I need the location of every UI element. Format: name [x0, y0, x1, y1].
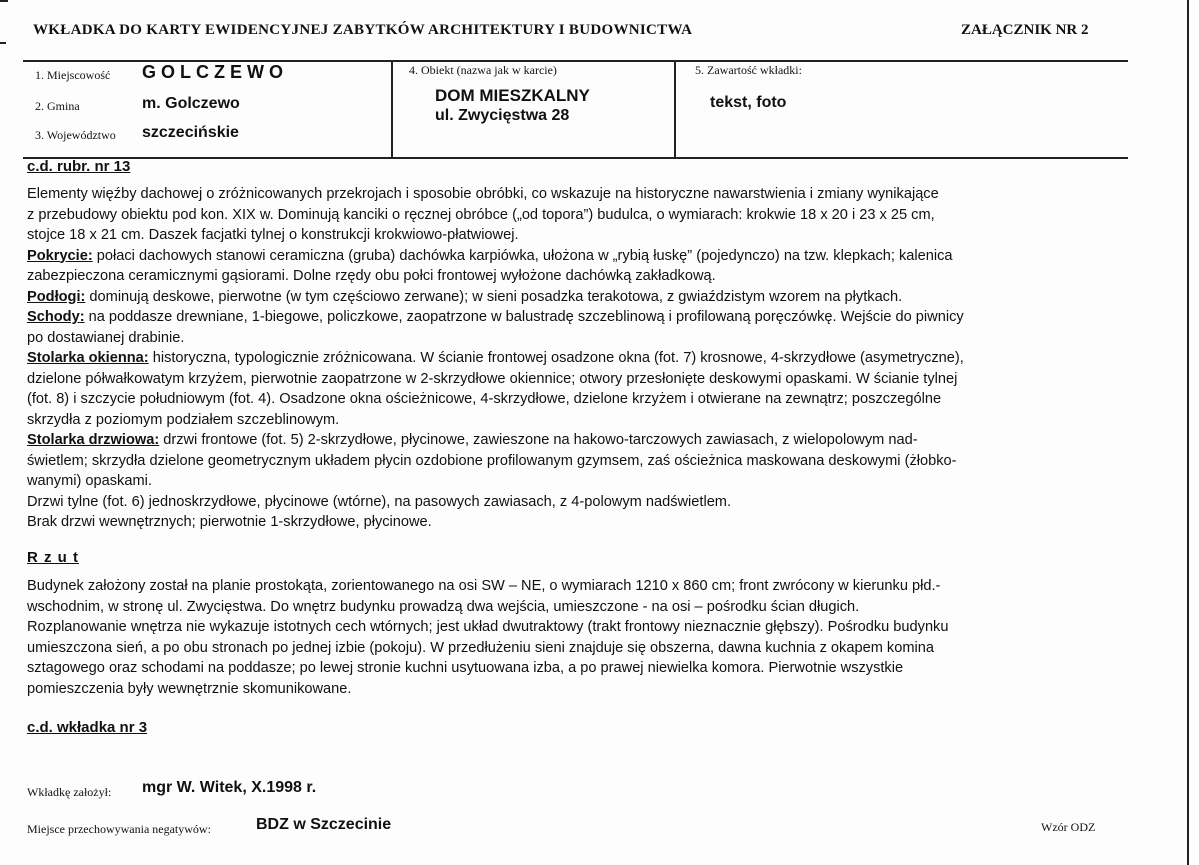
form-title: WKŁADKA DO KARTY EWIDENCYJNEJ ZABYTKÓW ARCHITEKTURY I BUDOWNICTWA — [33, 22, 693, 38]
next-insert-reference: c.d. wkładka nr 3 — [27, 719, 148, 736]
text-line: Budynek założony został na planie prostokąta, zorientowanego na osi SW – NE, o wymiarach 1210 x 860 cm; front zwrócony w kierunku płd.- — [27, 578, 941, 594]
text-line: po dostawianej drabinie. — [27, 329, 185, 346]
text-line: połaci dachowych stanowi ceramiczna (gruba) dachówka karpiówka, ułożona w „rybią łuskę” (pojedynczo) na tzw. klepkach; kalenica — [92, 247, 953, 264]
text-line: stojce 18 x 21 cm. Daszek facjatki tylnej o konstrukcji krokwiowo-płatwiowej. — [27, 227, 519, 243]
text-line: (fot. 8) i szczycie południowym (fot. 4). Osadzone okna ościeżnicowe, 4-skrzydłowe, dzielone krzyżem i otwierane na zewnątrz; poszczególne — [27, 391, 942, 407]
text-line: historyczna, typologicznie zróżnicowana. W ścianie frontowej osadzone okna (fot. 7) krosnowe, 4-skrzydłowe (asymetryczne), — [148, 350, 964, 366]
object-name: DOM MIESZKALNY — [435, 86, 590, 105]
text-line: na poddasze drewniane, 1-biegowe, policzkowe, zaopatrzone w balustradę szczeblinową i profilowaną poręczówkę. Wejście do piwnicy — [84, 309, 964, 325]
description-section — [27, 184, 1129, 533]
commune-label: 2. Gmina — [35, 99, 80, 113]
text-line: skrzydła z poziomym podziałem szczeblinowym. — [27, 411, 340, 428]
roof-heading: Pokrycie: — [27, 247, 93, 264]
voivodeship-label: 3. Województwo — [35, 128, 116, 142]
text-line: Elementy więźby dachowej o zróżnicowanych przekrojach i sposobie obróbki, co wskazuje na historyczne nawarstwienia i zmiany wynikające — [27, 186, 939, 202]
text-line: wschodnim, w stronę ul. Zwycięstwa. Do wnętrz budynku prowadzą dwa wejścia, umieszczone - na osi – pośrodku ścian długich. — [27, 598, 860, 615]
stairs-line — [27, 307, 1129, 328]
template-code: Wzór ODZ — [1041, 820, 1096, 834]
edge-mark — [0, 42, 6, 44]
text-line: z przebudowy obiektu pod kon. XIX w. Dominują kanciki o ręcznej obróbce („od topora”) budulca, o wymiarach: krokwie 18 x 20 i 23 x 25 cm, — [27, 206, 935, 223]
author-label: Wkładkę założył: — [27, 785, 112, 799]
text-line: zabezpieczona ceramicznymi gąsiorami. Dolne rzędy obu połci frontowej wyłożone dachówką zakładkową. — [27, 268, 716, 284]
text-line: sztagowego oraz schodami na poddasze; po lewej stronie kuchni usytuowana izba, a po prawej niewielka komora. Pierwotnie wszystkie — [27, 660, 904, 676]
locality-value: GOLCZEWO — [142, 62, 288, 82]
locality-label: 1. Miejscowość — [35, 68, 111, 82]
info-box-divider-2 — [674, 60, 676, 157]
plan-heading: R z u t — [27, 549, 79, 566]
commune-value: m. Golczewo — [142, 95, 240, 112]
text-line: Rozplanowanie wnętrza nie wykazuje istotnych cech wtórnych; jest układ dwutraktowy (trakt frontowy nieznacznie głębszy). Pośrodku budynku — [27, 619, 949, 635]
object-label: 4. Obiekt (nazwa jak w karcie) — [409, 63, 557, 77]
text-line: dzielone półwałkowatym krzyżem, pierwotnie zaopatrzone w 2-skrzydłowe okiennice; otwory przesłonięte deskowymi opaskami. W ścianie tylnej — [27, 370, 958, 387]
floor-line — [27, 287, 1129, 308]
content-label: 5. Zawartość wkładki: — [695, 63, 802, 77]
floor-heading: Podłogi: — [27, 288, 86, 305]
continuation-heading: c.d. rubr. nr 13 — [27, 158, 131, 175]
text-line: pomieszczenia były wewnętrznie skomunikowane. — [27, 680, 352, 697]
text-line: Brak drzwi wewnętrznych; pierwotnie 1-skrzydłowe, płycinowe. — [27, 514, 432, 530]
text-line: Drzwi tylne (fot. 6) jednoskrzydłowe, płycinowe (wtórne), na pasowych zawiasach, z 4-polowym nadświetlem. — [27, 493, 732, 510]
storage-label: Miejsce przechowywania negatywów: — [27, 822, 211, 836]
page-edge-line — [1187, 0, 1189, 865]
corner-mark — [0, 0, 8, 2]
text-line: świetlem; skrzydła dzielone geometrycznym układem płycin ozdobione profilowanym gzymsem, zaś ościeżnica maskowana deskowymi (żłobko- — [27, 452, 957, 469]
plan-section — [27, 576, 1129, 699]
voivodeship-value: szczecińskie — [142, 124, 239, 141]
windows-heading: Stolarka okienna: — [27, 350, 149, 366]
text-line: drzwi frontowe (fot. 5) 2-skrzydłowe, płycinowe, zawieszone na hakowo-tarczowych zawiasach, z wielopolowym nad- — [159, 432, 918, 448]
windows-line — [27, 348, 1129, 369]
author-value: mgr W. Witek, X.1998 r. — [142, 779, 317, 796]
object-address: ul. Zwycięstwa 28 — [435, 107, 570, 124]
storage-value: BDZ w Szczecinie — [256, 816, 392, 833]
doors-line — [27, 430, 1129, 451]
doors-heading: Stolarka drzwiowa: — [27, 432, 160, 448]
text-line: wanymi) opaskami. — [27, 473, 152, 489]
text-line: umieszczona sień, a po obu stronach po jednej izbie (pokoju). W przedłużeniu sieni znajduje się obszerna, dawna kuchnia z okapem komina — [27, 639, 934, 656]
content-value: tekst, foto — [710, 94, 787, 111]
annex-number: ZAŁĄCZNIK NR 2 — [961, 22, 1089, 38]
info-box-divider-1 — [391, 60, 393, 157]
roof-line — [27, 246, 1129, 267]
text-line: dominują deskowe, pierwotne (w tym częściowo zerwane); w sieni posadzka terakotowa, z gwiaździstym wzorem na płytkach. — [85, 288, 903, 305]
stairs-heading: Schody: — [27, 309, 85, 325]
